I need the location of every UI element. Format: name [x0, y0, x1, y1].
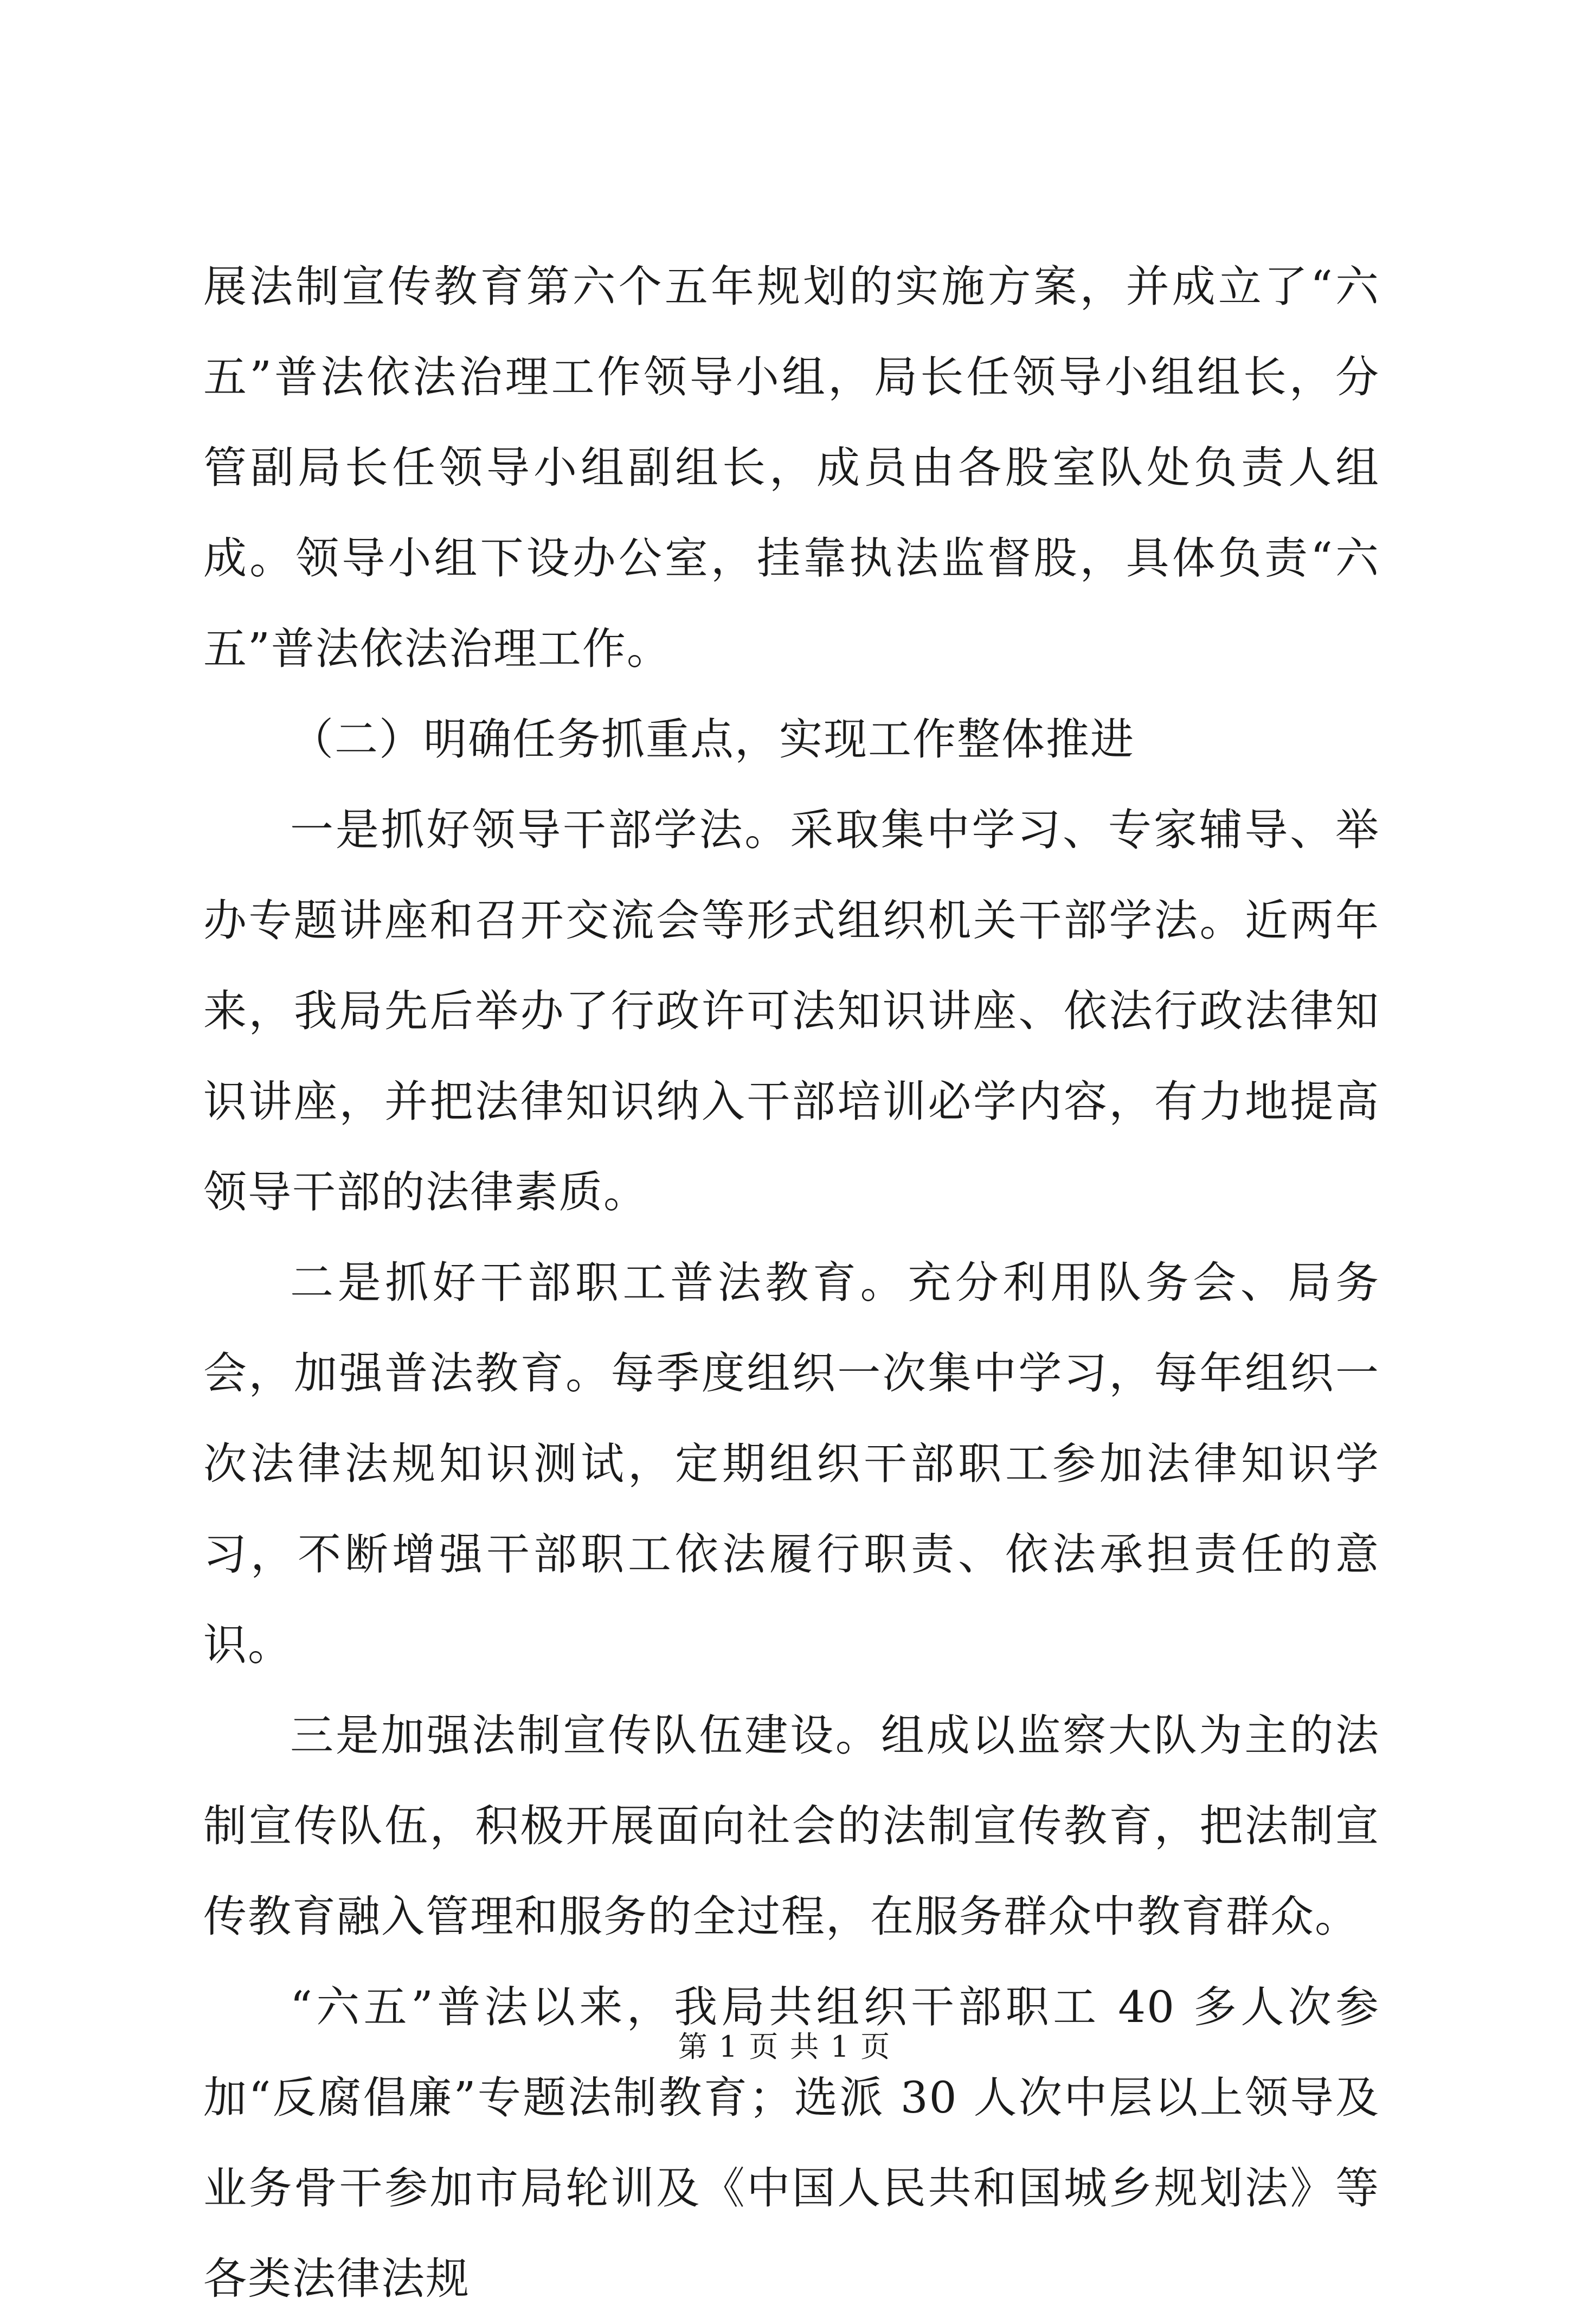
paragraph-leader-study: 一是抓好领导干部学法。采取集中学习、专家辅导、举办专题讲座和召开交流会等形式组织机关干部学法。近两年来，我局先后举办了行政许可法知识讲座、依法行政法律知识讲座，并把法律知识纳入干部培训必学内容，有力地提高领导干部的法律素质。 [203, 805, 1380, 1217]
paragraph-summary: “六五”普法以来，我局共组织干部职工 40 多人次参加“反腐倡廉”专题法制教育；选派 30 人次中层以上领导及业务骨干参加市局轮训及《中国人民共和国城乡规划法》等各类法律法规 [203, 1982, 1380, 2304]
section-heading: （二）明确任务抓重点，实现工作整体推进 [290, 714, 1135, 765]
paragraph-team-building: 三是加强法制宣传队伍建设。组成以监察大队为主的法制宣传队伍，积极开展面向社会的法制宣传教育，把法制宣传教育融入管理和服务的全过程，在服务群众中教育群众。 [203, 1710, 1380, 1942]
page-footer: 第 1 页 共 1 页 [678, 2030, 891, 2064]
paragraph-continuation: 展法制宣传教育第六个五年规划的实施方案，并成立了“六五”普法依法治理工作领导小组，局长任领导小组组长，分管副局长任领导小组副组长，成员由各股室队处负责人组成。领导小组下设办公室，挂靠执法监督股，具体负责“六五”普法依法治理工作。 [203, 261, 1380, 674]
paragraph-staff-education: 二是抓好干部职工普法教育。充分利用队务会、局务会，加强普法教育。每季度组织一次集中学习，每年组织一次法律法规知识测试，定期组织干部职工参加法律知识学习，不断增强干部职工依法履行职责、依法承担责任的意识。 [203, 1257, 1380, 1670]
document-body [203, 241, 1380, 2324]
